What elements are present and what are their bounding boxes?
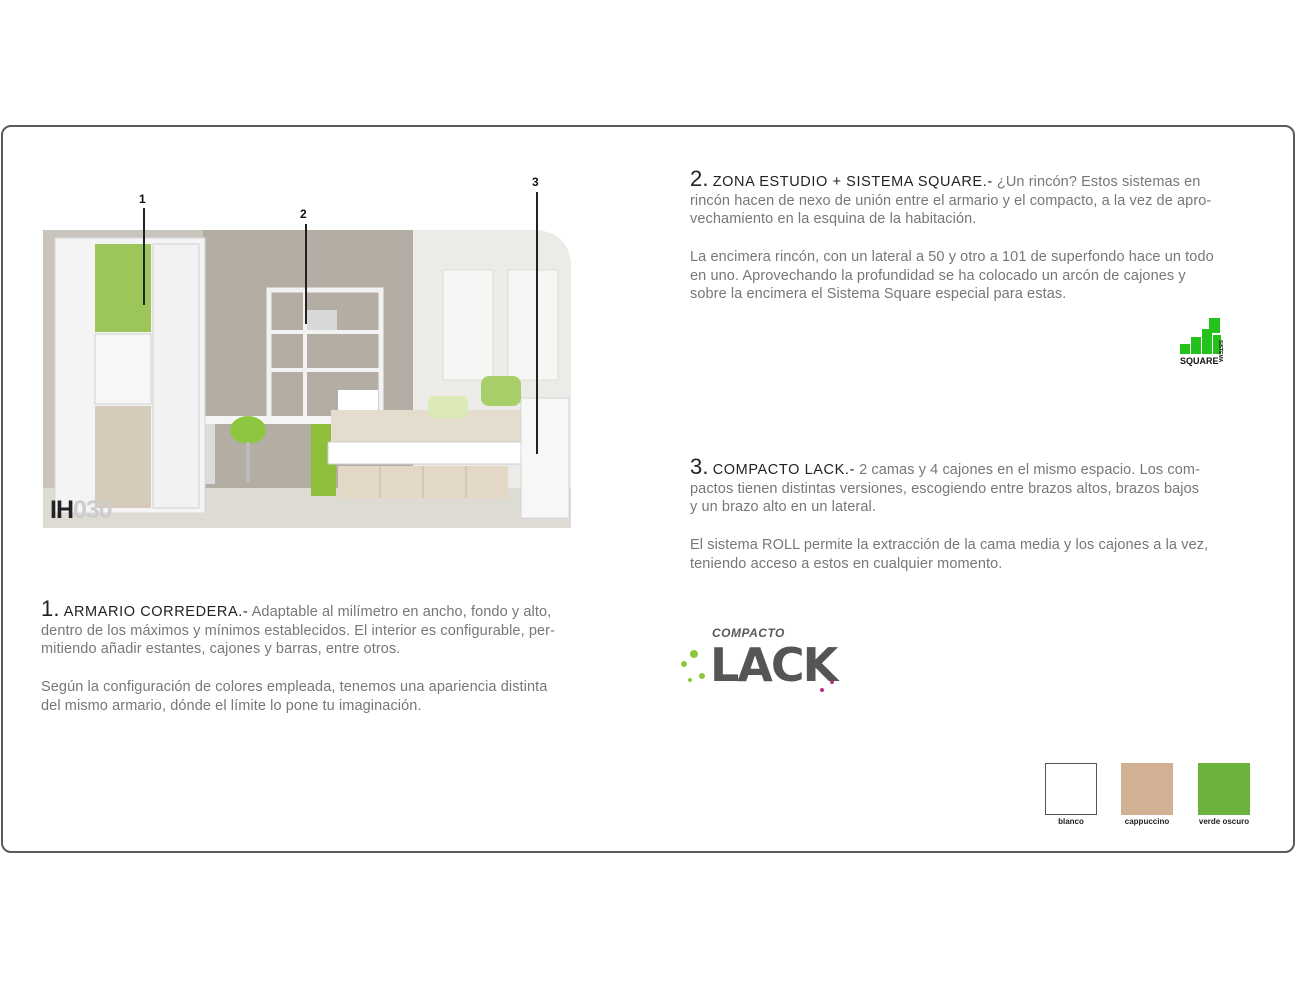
section-heading: ZONA ESTUDIO + SISTEMA SQUARE.- <box>712 174 993 190</box>
section-number: 1. <box>41 596 60 621</box>
section-compacto-lack: 3. COMPACTO LACK.- 2 camas y 4 cajones en el mismo espacio. Los com- pactos tienen distintas versiones, escogiendo entre brazos altos, brazos bajos y un brazo alto en un lateral. El sistema ROLL permite la extracción de la cama media y los cajones a la vez, teniendo acceso a estos en cualquier momento. <box>690 454 1209 572</box>
swatch-label-verde-oscuro: verde oscuro <box>1198 817 1250 826</box>
section-armario: 1. ARMARIO CORREDERA.- Adaptable al milímetro en ancho, fondo y alto, dentro de los máximos y mínimos establecidos. El interior es configurable, per- mitiendo añadir estantes, cajones y barras, entre otros. Según la configuración de colores empleada, tenemos una apariencia distinta del mismo armario, dónde el límite lo pone tu imaginación. <box>41 596 556 714</box>
lack-logo: COMPACTO LACK <box>672 624 842 696</box>
section-heading: COMPACTO LACK.- <box>712 462 855 478</box>
callout-3: 3 <box>532 175 539 189</box>
callout-line-3 <box>536 192 538 454</box>
callout-1: 1 <box>139 192 146 206</box>
callout-line-1 <box>143 208 145 305</box>
section-zona-estudio: 2. ZONA ESTUDIO + SISTEMA SQUARE.- ¿Un rincón? Estos sistemas en rincón hacen de nexo de unión entre el armario y el compacto, a la vez de apro- vechamiento en la esquina de la habitación. La encimera rincón, con un lateral a 50 y otro a 101 de superfondo hace un todo en uno. Aprovechando la profundidad se ha colocado un arcón de cajones y sobre la encimera el Sistema Square especial para estas. <box>690 166 1214 303</box>
section-heading: ARMARIO CORREDERA.- <box>63 604 249 620</box>
swatch-label-cappuccino: cappuccino <box>1124 817 1170 826</box>
swatch-cappuccino <box>1121 763 1173 815</box>
section-number: 2. <box>690 166 709 191</box>
swatch-blanco <box>1045 763 1097 815</box>
swatch-label-blanco: blanco <box>1058 817 1084 826</box>
callout-2: 2 <box>300 207 307 221</box>
swatch-verde-oscuro <box>1198 763 1250 815</box>
section-number: 3. <box>690 454 709 479</box>
photo-code: IH030 <box>50 496 112 524</box>
bedroom-photo <box>43 230 571 528</box>
square-logo: SQUARE SISTEMA <box>1180 316 1230 368</box>
callout-line-2 <box>305 224 307 324</box>
